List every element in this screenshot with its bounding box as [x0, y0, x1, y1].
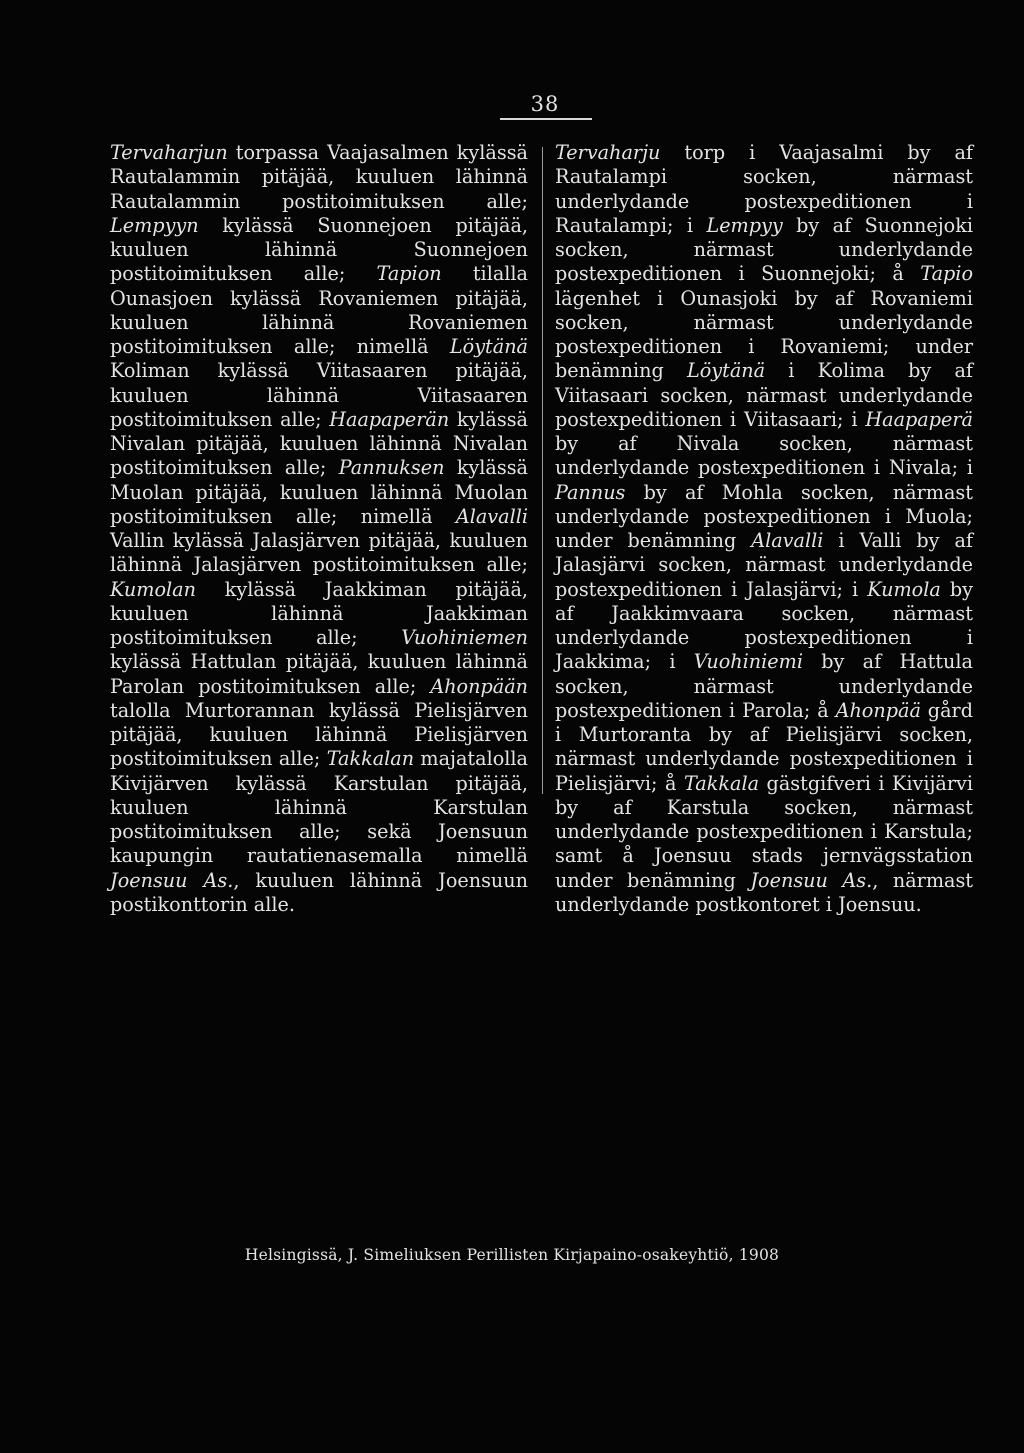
text-run: , närmast underlydande postkontoret i Joensuu. — [555, 868, 974, 916]
text-run: kylässä Muolan pitäjää, kuuluen lähinnä Muolan postitoimituksen alle; nimellä — [110, 456, 528, 528]
place-name: Takkala — [684, 771, 760, 795]
place-name: Pannuksen — [338, 456, 445, 480]
text-run: majatalolla Kivijärven kylässä Karstulan pitäjää, kuuluen lähinnä Karstulan postitoimituksen alle; sekä Joensuun kaupungin rautatienasemalla nimellä — [110, 747, 528, 868]
text-run: Vallin kylässä Jalasjärven pitäjää, kuuluen lähinnä Jalasjärven postitoimituksen alle; — [110, 529, 528, 577]
place-name: Löytänä — [686, 359, 766, 383]
place-name: Vuohiniemi — [693, 650, 803, 674]
text-run: torpassa Vaajasalmen kylässä Rautalammin pitäjää, kuuluen lähinnä Rautalammin postitoimituksen alle; — [110, 141, 528, 213]
text-run: kylässä Nivalan pitäjää, kuuluen lähinnä Nivalan postitoimituksen alle; — [110, 407, 528, 480]
place-name: Tapion — [376, 262, 442, 286]
place-name: Löytänä — [449, 335, 528, 358]
place-name: Haapaperä — [865, 407, 973, 431]
place-name: Ahonpää — [835, 698, 921, 722]
text-run: kylässä Suonnejoen pitäjää, kuuluen lähinnä Suonnejoen postitoimituksen alle; — [110, 213, 528, 286]
page-number: 38 — [530, 92, 560, 116]
place-name: Kumola — [867, 577, 941, 601]
place-name: Tervaharjun — [110, 141, 228, 164]
text-run: talolla Murtorannan kylässä Pielisjärven pitäjää, kuuluen lähinnä Pielisjärven postitoimituksen alle; — [110, 698, 528, 771]
place-name: Alavalli — [455, 504, 528, 528]
place-name: Vuohiniemen — [401, 626, 528, 649]
text-run: lägenhet i Ounasjoki by af Rovaniemi socken, närmast underlydande postexpeditionen i Rovaniemi; under benämning — [555, 286, 973, 383]
text-run: gästgifveri i Kivijärvi by af Karstula socken, närmast underlydande postexpeditionen i Karstula; samt å Joensuu stads jernvägsstation under benämning — [555, 771, 973, 892]
text-run: by af Nivala socken, närmast underlydande postexpeditionen i Nivala; i — [555, 432, 973, 480]
finnish-paragraph — [110, 141, 528, 917]
text-run: by af Mohla socken, närmast underlydande postexpeditionen i Muola; under benämning — [555, 480, 973, 552]
text-run: by af Jaakkimvaara socken, närmast underlydande postexpeditionen i Jaakkima; i — [555, 577, 973, 674]
printer-imprint: Helsingissä, J. Simeliuksen Perillisten Kirjapaino-osakeyhtiö, 1908 — [244, 1246, 780, 1264]
place-name: Haapaperän — [329, 407, 450, 431]
swedish-text-column — [555, 141, 973, 917]
text-run: kylässä Hattulan pitäjää, kuuluen lähinnä Parolan postitoimituksen alle; — [110, 650, 528, 698]
text-run: tilalla Ounasjoen kylässä Rovaniemen pitäjää, kuuluen lähinnä Rovaniemen postitoimituksen alle; nimellä — [110, 262, 528, 358]
place-name: Joensuu As. — [750, 868, 873, 892]
place-name: Pannus — [555, 480, 626, 504]
place-name: Lempyy — [706, 213, 783, 237]
text-run: by af Hattula socken, närmast underlydande postexpeditionen i Parola; å — [555, 650, 973, 722]
place-name: Kumolan — [110, 577, 196, 601]
text-run: torp i Vaajasalmi by af Rautalampi socken, närmast underlydande postexpeditionen i Rautalampi; i — [555, 141, 973, 237]
place-name: Takkalan — [326, 747, 415, 771]
place-name: Tapio — [920, 262, 973, 286]
place-name: Ahonpään — [430, 674, 528, 698]
place-name: Alavalli — [751, 529, 824, 552]
place-name: Tervaharju — [555, 141, 661, 164]
text-run: , kuuluen lähinnä Joensuun postikonttorin alle. — [110, 868, 529, 916]
finnish-text-column — [110, 141, 528, 917]
text-run: gård i Murtoranta by af Pielisjärvi socken, närmast underlydande postexpeditionen i Pielisjärvi; å — [555, 698, 973, 795]
text-run: i Valli by af Jalasjärvi socken, närmast underlydande postexpeditionen i Jalasjärvi; i — [555, 529, 973, 601]
text-run: i Kolima by af Viitasaari socken, närmast underlydande postexpeditionen i Viitasaari; i — [555, 359, 973, 431]
swedish-paragraph — [555, 141, 973, 917]
place-name: Joensuu As. — [110, 868, 234, 892]
text-run: Koliman kylässä Viitasaaren pitäjää, kuuluen lähinnä Viitasaaren postitoimituksen alle; — [110, 359, 528, 431]
text-run: by af Suonnejoki socken, närmast underlydande postexpeditionen i Suonnejoki; å — [555, 213, 973, 286]
place-name: Lempyyn — [110, 213, 199, 237]
column-divider — [542, 147, 543, 794]
page-number-rule — [500, 118, 592, 120]
text-run: kylässä Jaakkiman pitäjää, kuuluen lähinnä Jaakkiman postitoimituksen alle; — [110, 577, 528, 649]
